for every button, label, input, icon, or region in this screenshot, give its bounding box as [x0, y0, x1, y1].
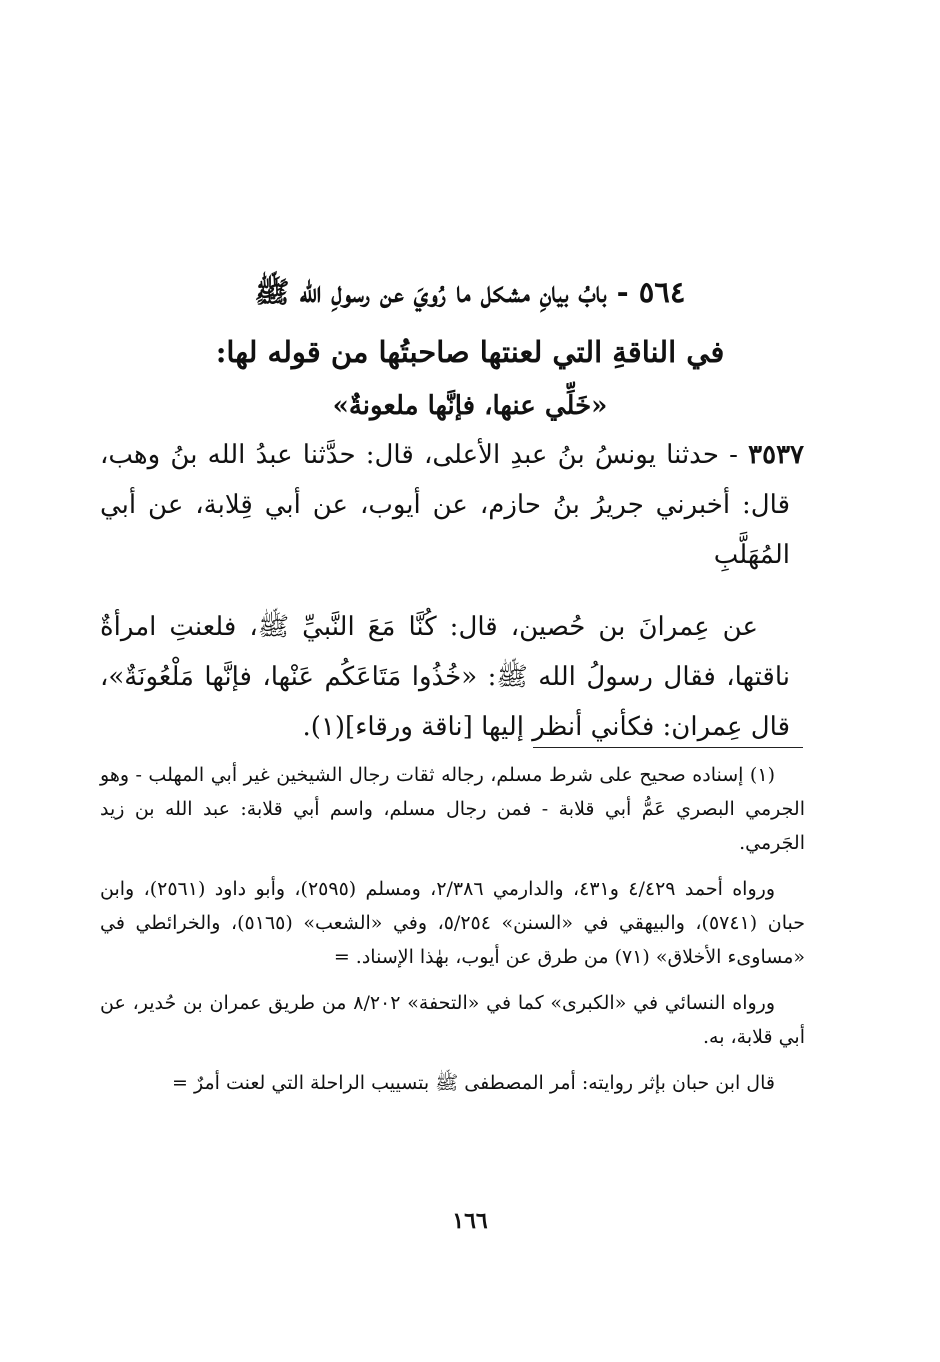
hadith-chain — [100, 430, 804, 580]
footnote-divider — [533, 747, 803, 748]
chapter-title-line-1: ٥٦٤ - بابُ بيانِ مشكل ما رُويَ عن رسولِ الله ﷺ — [254, 275, 686, 309]
footnote-3: ورواه النسائي في «الكبرى» كما في «التحفة» ٨/٢٠٢ من طريق عمران بن حُدير، عن أبي قلابة، به. — [100, 992, 805, 1048]
chapter-title-line-3: «خَلِّي عنها، فإنَّها ملعونةٌ» — [332, 391, 608, 421]
footnote-2: ورواه أحمد ٤/٤٢٩ و٤٣١، والدارمي ٢/٣٨٦، ومسلم (٢٥٩٥)، وأبو داود (٢٥٦١)، وابن حبان (٥٧٤١)، والبيهقي في «السنن» ٥/٢٥٤، وفي «الشعب» (٥١٦٥)، والخرائطي في «مساوىء الأخلاق» (٧١) من طرق عن أيوب، بهٰذا الإسناد. = — [100, 878, 805, 968]
chapter-heading — [90, 262, 850, 430]
hadith-body — [100, 430, 804, 752]
footnotes — [100, 758, 805, 1100]
chapter-title-line-2: في الناقةِ التي لعنتها صاحبتُها من قوله لها: — [215, 335, 725, 369]
footnote-4: قال ابن حبان بإثر روايته: أمر المصطفى ﷺ بتسييب الراحلة التي لعنت أمرٌ = — [172, 1072, 775, 1094]
footnote-1: (١) إسناده صحيح على شرط مسلم، رجاله ثقات رجال الشيخين غير أبي المهلب - وهو الجرمي البصري عَمُّ أبي قلابة - فمن رجال مسلم، واسم أبي قلابة: عبد الله بن زيد الجَرمي. — [100, 764, 805, 854]
hadith-text: عن عِمرانَ بن حُصين، قال: كُنَّا مَعَ النَّبيِّ ﷺ، فلعنتِ امرأةٌ ناقتها، فقال رسولُ الله ﷺ: «خُذُوا مَتَاعَكُم عَنْها، فإنَّها مَلْعُونَةٌ»، قال عِمران: فكأني أنظر إليها [ناقة ورقاء](١). — [100, 612, 790, 742]
page-number: ١٦٦ — [452, 1208, 488, 1234]
hadith-number: ٣٥٣٧ — [748, 440, 804, 470]
hadith-chain-text: - حدثنا يونسُ بنُ عبدِ الأعلى، قال: حدَّثنا عبدُ الله بنُ وهب، قال: أخبرني جريرُ بنُ حازم، عن أيوب، عن أبي قِلابة، عن أبي المُهَلَّبِ — [100, 440, 790, 570]
